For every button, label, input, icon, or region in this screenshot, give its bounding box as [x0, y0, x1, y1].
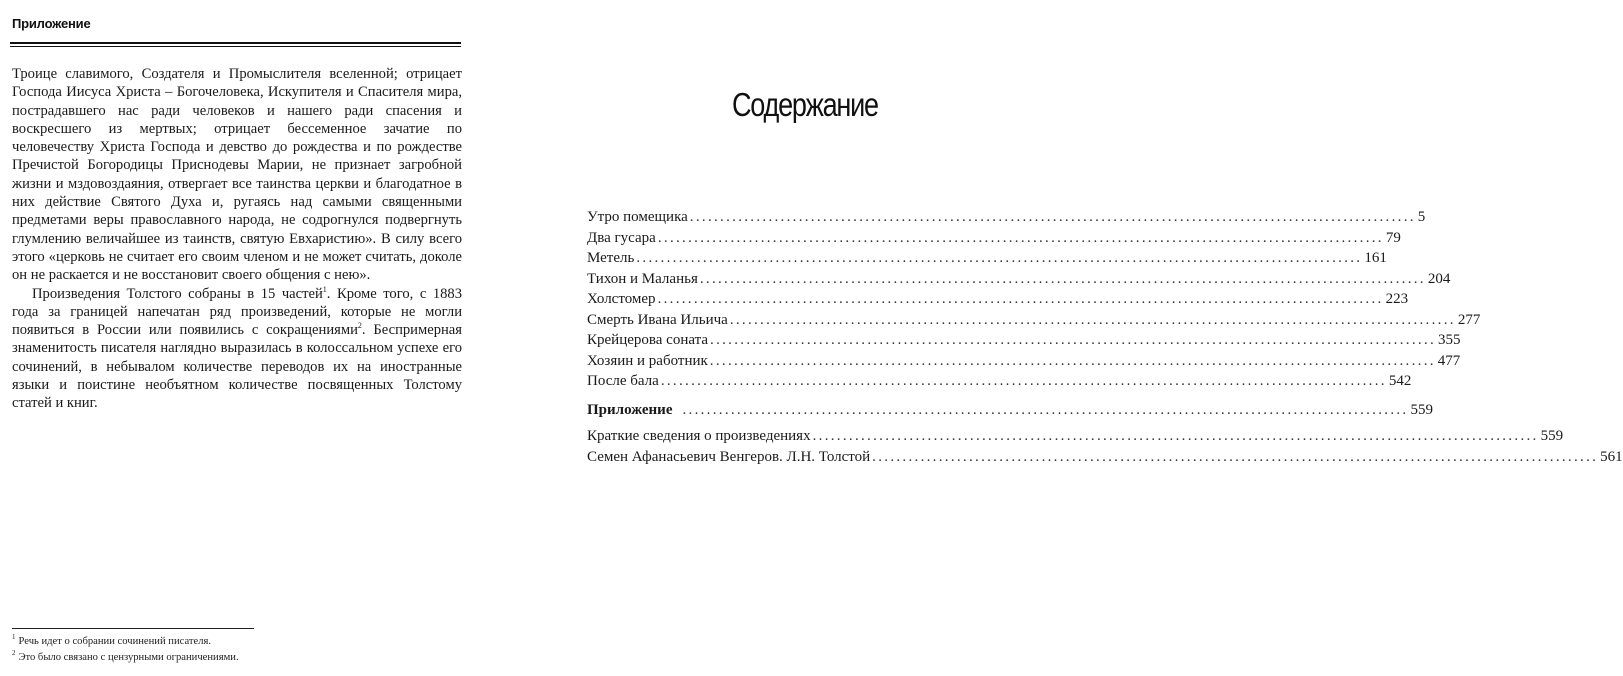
toc-entry[interactable] [587, 371, 1412, 392]
toc-section-heading[interactable] [587, 400, 1433, 421]
toc-page-number: 223 [1385, 291, 1409, 307]
body-text [12, 65, 462, 413]
paragraph [12, 285, 462, 413]
toc-entry[interactable] [587, 310, 1481, 331]
dot-leader: ........................................................................................................................ [729, 311, 1456, 328]
toc-entry-title: Два гусара [587, 229, 656, 246]
footnotes [12, 634, 472, 666]
toc-entry[interactable] [587, 248, 1387, 269]
footnote-text: Это было связано с цензурными ограничениями. [18, 652, 239, 663]
paragraph-text: . Беспримерная знаменитость писателя наглядно выразилась в колоссальном успехе его сочинений, в небывалом количестве переводов их на иностранные языки и поистине необъятном количестве посвященных Толстому статей и книг. [12, 322, 462, 412]
toc-entry[interactable] [587, 351, 1461, 372]
footnote [12, 650, 472, 666]
toc-entry[interactable] [587, 269, 1451, 290]
right-page [522, 0, 1623, 676]
dot-leader: ........................................................................................................................ [657, 291, 1384, 307]
toc-entry-title: Крейцерова соната [587, 332, 709, 348]
paragraph-text: . Кроме того, с 1883 года за границей напечатан ряд произведений, которые не могли появиться в России или появились с сокращениями [12, 285, 463, 339]
toc-page-number: 277 [1457, 311, 1481, 328]
dot-leader: ........................................................................................................................ [872, 448, 1599, 465]
toc-entry[interactable] [587, 447, 1623, 468]
dot-leader: ........................................................................................................................ [710, 332, 1437, 348]
footnote [12, 634, 472, 650]
toc-page-number: 561 [1600, 448, 1623, 465]
toc-entry[interactable] [587, 330, 1461, 351]
toc-entry-title: После бала [587, 373, 659, 389]
footnote-rule [12, 628, 254, 629]
contents-title: Содержание [732, 86, 878, 123]
footnote-text: Речь идет о собрании сочинений писателя. [18, 636, 212, 647]
dot-leader: ........................................................................................................................ [709, 352, 1436, 369]
header-rule [10, 42, 461, 44]
toc-entry-title: Утро помещика [587, 209, 688, 225]
toc-entry-title: Тихон и Маланья [587, 270, 698, 287]
table-of-contents [587, 207, 1623, 467]
toc-entry[interactable] [587, 228, 1401, 249]
paragraph: Троице славимого, Создателя и Промыслителя вселенной; отрицает Господа Иисуса Христа – Богочеловека, Искупителя и Спасителя мира, пострадавшего нас ради человеков и нашего ради спасения и воскресшего из мертвых; отрицает бессеменное зачатие по человечеству Христа Господа и девство до рождества и по рождестве Пречистой Богородицы Приснодевы Марии, не признает загробной жизни и мздовоздаяния, отвергает все таинства церкви и благодатное в них действие Святого Духа и, ругаясь над самыми священными предметами веры православного народа, не содрогнулся подвергнуть глумлению величайшее из таинств, святую Евхаристию». В силу всего этого «церковь не считает его своим членом и не может считать, доколе он не раскается и не восстановит своего общения с нею». [12, 66, 462, 284]
toc-page-number: 559 [1540, 428, 1564, 444]
toc-page-number: 161 [1364, 250, 1387, 266]
toc-page-number: 477 [1437, 352, 1461, 369]
running-head: Приложение [12, 16, 91, 31]
dot-leader: ........................................................................................................................ [682, 401, 1409, 418]
toc-entry-title: Семен Афанасьевич Венгеров. Л.Н. Толстой [587, 448, 871, 465]
toc-page-number: 355 [1438, 332, 1461, 348]
toc-entry-title: Холстомер [587, 291, 656, 307]
toc-section-title: Приложение [587, 401, 673, 418]
toc-page-number: 204 [1427, 270, 1451, 287]
dot-leader: ........................................................................................................................ [812, 428, 1539, 444]
toc-page-number: 5 [1417, 209, 1426, 225]
toc-entry-title: Метель [587, 250, 635, 266]
footnote-ref[interactable]: 2 [357, 321, 362, 331]
dot-leader: ........................................................................................................................ [657, 229, 1384, 246]
dot-leader: ........................................................................................................................ [660, 373, 1387, 389]
paragraph-text: Произведения Толстого собраны в 15 частей [32, 285, 323, 302]
toc-page-number: 542 [1388, 373, 1412, 389]
footnote-mark: 2 [12, 649, 16, 658]
toc-entry[interactable] [587, 289, 1409, 310]
toc-entry[interactable] [587, 426, 1564, 447]
toc-page-number: 559 [1410, 401, 1433, 418]
dot-leader: ........................................................................................................................ [636, 250, 1363, 266]
footnote-mark: 1 [12, 633, 16, 642]
toc-page-number: 79 [1385, 229, 1401, 246]
left-page [0, 0, 522, 676]
toc-entry-title: Смерть Ивана Ильича [587, 311, 728, 328]
dot-leader: ........................................................................................................................ [689, 209, 1416, 225]
toc-entry[interactable] [587, 207, 1426, 228]
toc-entry-title: Краткие сведения о произведениях [587, 428, 811, 444]
toc-entry-title: Хозяин и работник [587, 352, 708, 369]
footnote-ref[interactable]: 1 [322, 284, 327, 294]
dot-leader: ........................................................................................................................ [699, 270, 1426, 287]
